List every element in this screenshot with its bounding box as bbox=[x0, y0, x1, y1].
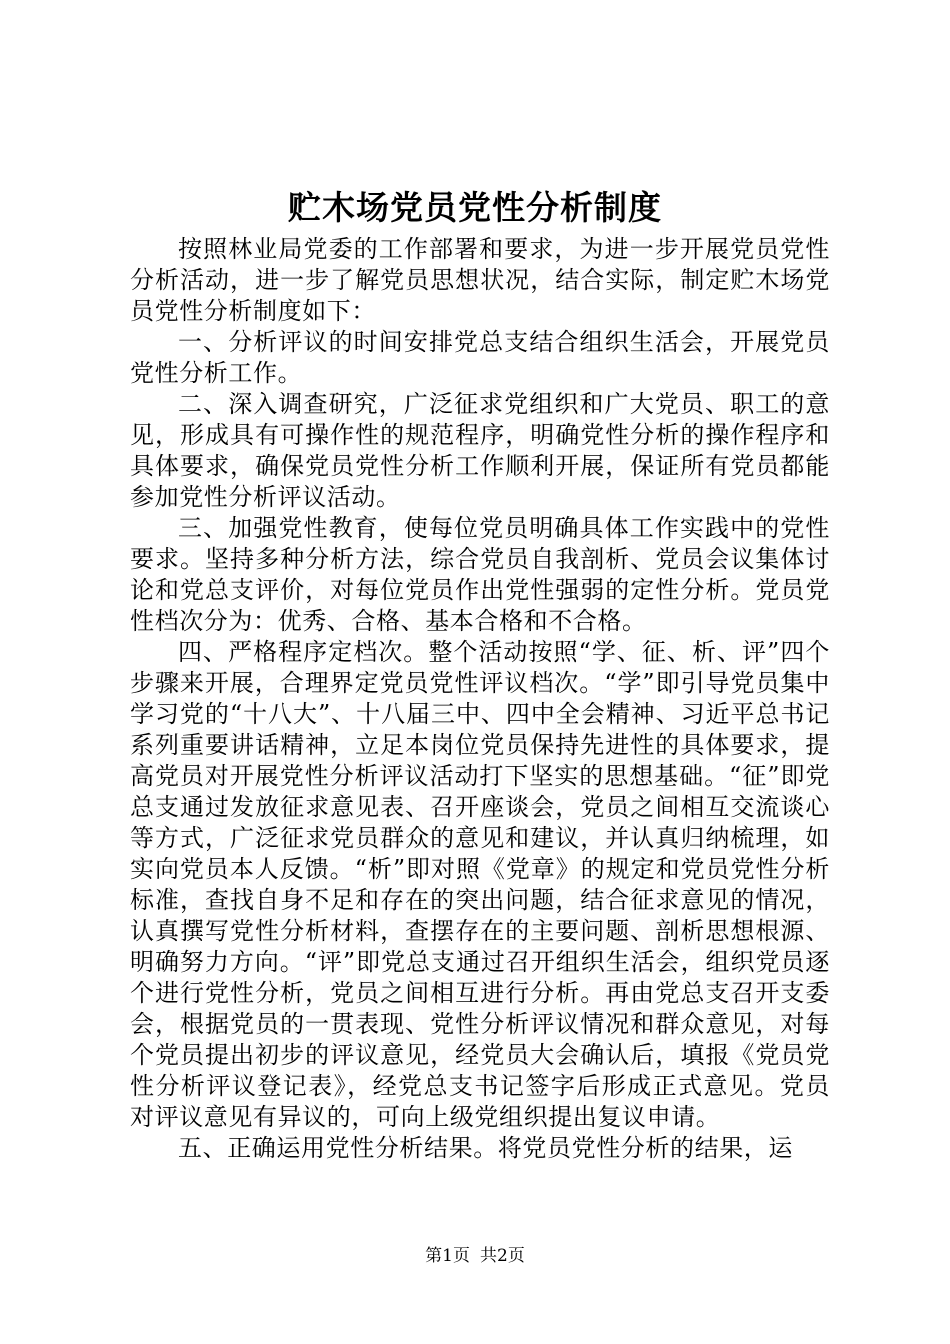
page-number: 第1页 bbox=[425, 1246, 470, 1266]
paragraph-section-1: 一、分析评议的时间安排党总支结合组织生活会，开展党员党性分析工作。 bbox=[130, 328, 830, 387]
page-footer bbox=[0, 1245, 950, 1267]
paragraph-section-2: 二、深入调查研究，广泛征求党组织和广大党员、职工的意见，形成具有可操作性的规范程序，明确党性分析的操作程序和具体要求，确保党员党性分析工作顺利开展，保证所有党员都能参加党性分析评议活动。 bbox=[130, 390, 830, 511]
document-title: 贮木场党员党性分析制度 bbox=[288, 188, 662, 227]
paragraph-section-3: 三、加强党性教育，使每位党员明确具体工作实践中的党性要求。坚持多种分析方法，综合党员自我剖析、党员会议集体讨论和党总支评价，对每位党员作出党性强弱的定性分析。党员党性档次分为：优秀、合格、基本合格和不合格。 bbox=[130, 514, 830, 635]
paragraph-intro: 按照林业局党委的工作部署和要求，为进一步开展党员党性分析活动，进一步了解党员思想状况，结合实际，制定贮木场党员党性分析制度如下： bbox=[130, 235, 830, 325]
document-body bbox=[130, 234, 830, 1164]
page-total: 共2页 bbox=[480, 1246, 525, 1266]
paragraph-section-5: 五、正确运用党性分析结果。将党员党性分析的结果，运 bbox=[178, 1134, 793, 1162]
paragraph-section-4: 四、严格程序定档次。整个活动按照“学、征、析、评”四个步骤来开展，合理界定党员党性评议档次。“学”即引导党员集中学习党的“十八大”、十八届三中、四中全会精神、习近平总书记系列重要讲话精神，立足本岗位党员保持先进性的具体要求，提高党员对开展党性分析评议活动打下坚实的思想基础。“征”即党总支通过发放征求意见表、召开座谈会，党员之间相互交流谈心等方式，广泛征求党员群众的意见和建议，并认真归纳梳理，如实向党员本人反馈。“析”即对照《党章》的规定和党员党性分析标准，查找自身不足和存在的突出问题，结合征求意见的情况，认真撰写党性分析材料，查摆存在的主要问题、剖析思想根源、明确努力方向。“评”即党总支通过召开组织生活会，组织党员逐个进行党性分析，党员之间相互进行分析。再由党总支召开支委会，根据党员的一贯表现、党性分析评议情况和群众意见，对每个党员提出初步的评议意见，经党员大会确认后，填报《党员党性分析评议登记表》，经党总支书记签字后形成正式意见。党员对评议意见有异议的，可向上级党组织提出复议申请。 bbox=[130, 638, 830, 1131]
